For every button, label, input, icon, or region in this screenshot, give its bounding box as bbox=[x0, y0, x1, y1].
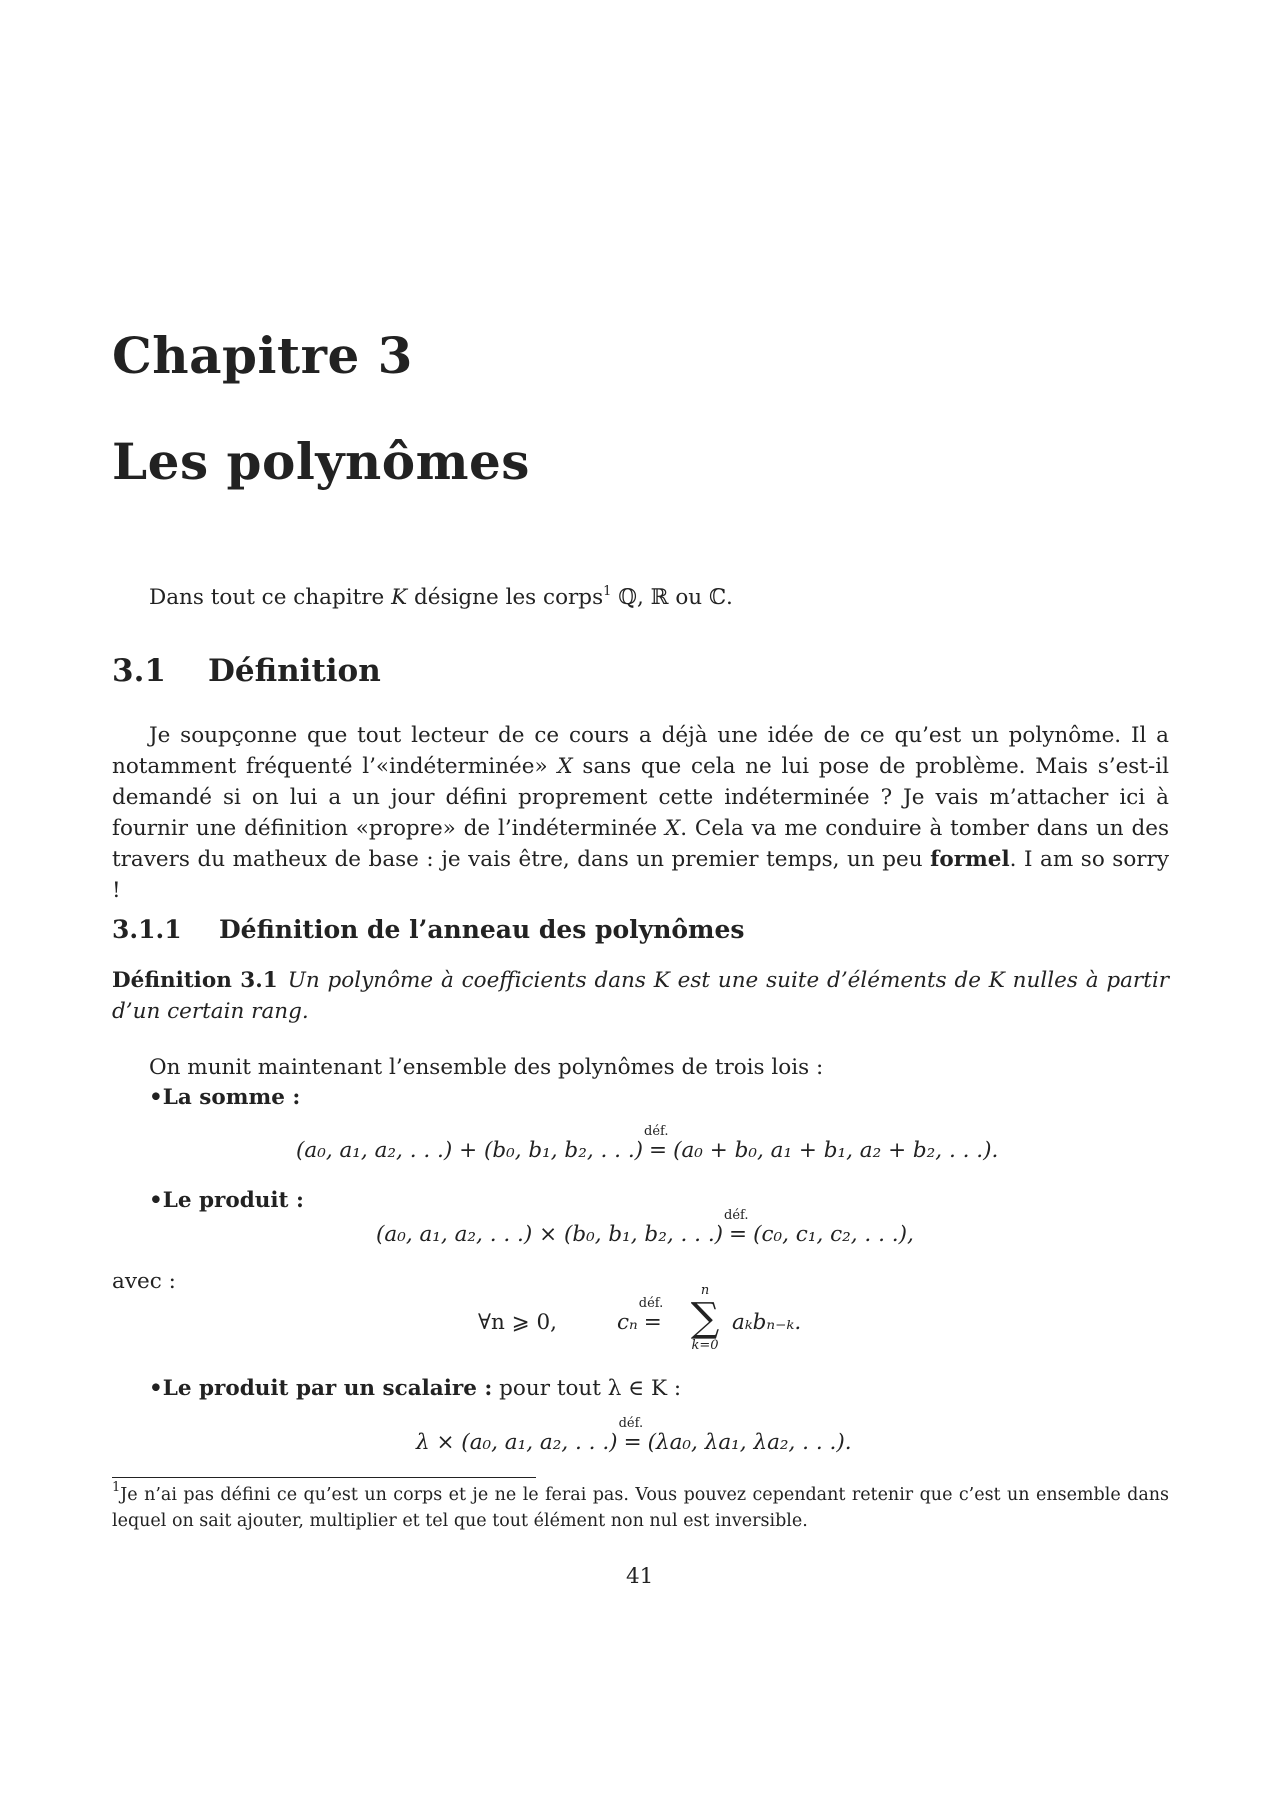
laws-intro: On munit maintenant l’ensemble des polynômes de trois lois : bbox=[149, 1055, 824, 1080]
sigma-icon: ∑ bbox=[690, 1295, 720, 1341]
definition-label: Définition 3.1 bbox=[112, 968, 278, 993]
subsection-title: Définition de l’anneau des polynômes bbox=[219, 915, 745, 944]
paragraph-part-4: . I am so sorry ! bbox=[112, 847, 1169, 903]
cn-term-text: aₖbₙ₋ₖ. bbox=[732, 1310, 802, 1335]
intro-text-mid: désigne les corps bbox=[407, 585, 604, 610]
avec-label: avec : bbox=[112, 1269, 176, 1294]
paragraph-part-1: Je soupçonne que tout lecteur de ce cours a déjà une idée de ce qu’est un polynôme. Il a notamment fréquenté l’«indéterminée» bbox=[112, 723, 1169, 779]
footnote-ref[interactable]: 1 bbox=[603, 584, 612, 599]
footnote-rule bbox=[112, 1477, 536, 1478]
bold-word: formel bbox=[930, 847, 1010, 872]
scalar-label: •Le produit par un scalaire : bbox=[149, 1376, 493, 1401]
scalar-product-line bbox=[149, 1373, 681, 1404]
def-equals bbox=[644, 1124, 669, 1163]
sum-label: •La somme : bbox=[149, 1085, 301, 1110]
page-number: 41 bbox=[626, 1564, 654, 1589]
intro-paragraph bbox=[149, 582, 733, 613]
def-symbol: déf. bbox=[724, 1208, 749, 1223]
cn-quantifier: ∀n ⩾ 0, bbox=[478, 1310, 558, 1335]
def-equals bbox=[724, 1208, 749, 1247]
section-3-1-paragraph bbox=[112, 720, 1169, 906]
footnote-text: Je n’ai pas défini ce qu’est un corps et je ne le ferai pas. Vous pouvez cependant retenir que c’est un ensemble dans lequel on sait ajouter, multiplier et tel que tout élément non nul est inversible. bbox=[112, 1485, 1169, 1531]
footnote-mark: 1 bbox=[112, 1480, 121, 1495]
subsection-number: 3.1.1 bbox=[112, 915, 182, 944]
intro-text-before: Dans tout ce chapitre bbox=[149, 585, 392, 610]
footnote bbox=[112, 1482, 1169, 1534]
sum-lower-bound: k=0 bbox=[691, 1338, 719, 1353]
section-number: 3.1 bbox=[112, 653, 166, 689]
scalar-equation bbox=[416, 1416, 852, 1455]
subsection-heading-3-1-1 bbox=[112, 915, 745, 944]
definition-text: Un polynôme à coefficients dans K est une suite d’éléments de K nulles à partir d’un certain rang. bbox=[112, 968, 1169, 1024]
paragraph-part-2: sans que cela ne lui pose de problème. Mais s’est-il demandé si on lui a un jour défini proprement cette indéterminée ? Je vais m’attacher ici à fournir une définition «propre» de l’indéterminée bbox=[112, 754, 1169, 841]
def-symbol: déf. bbox=[638, 1296, 664, 1311]
definition-3-1 bbox=[112, 965, 1169, 1027]
cn-lhs: cₙ bbox=[617, 1310, 638, 1335]
equals-sign: = bbox=[643, 1310, 662, 1335]
equals-sign: = bbox=[729, 1222, 748, 1247]
product-label: •Le produit : bbox=[149, 1188, 304, 1213]
scalar-eq-rhs: (λa₀, λa₁, λa₂, . . .). bbox=[647, 1430, 852, 1455]
def-equals bbox=[638, 1296, 664, 1335]
chapter-label: Chapitre 3 bbox=[112, 326, 413, 385]
product-equation bbox=[376, 1208, 914, 1247]
def-equals bbox=[618, 1416, 644, 1455]
def-symbol: déf. bbox=[644, 1124, 669, 1139]
intro-sets: ℚ, ℝ ou ℂ. bbox=[611, 585, 733, 610]
sum-equation bbox=[296, 1124, 999, 1163]
sum-eq-rhs: (a₀ + b₀, a₁ + b₁, a₂ + b₂, . . .). bbox=[673, 1138, 999, 1163]
chapter-title: Les polynômes bbox=[112, 432, 530, 491]
product-eq-rhs: (c₀, c₁, c₂, . . .), bbox=[753, 1222, 914, 1247]
equals-sign: = bbox=[649, 1138, 668, 1163]
scalar-eq-lhs: λ × (a₀, a₁, a₂, . . .) bbox=[416, 1430, 618, 1455]
cn-term bbox=[732, 1310, 801, 1335]
def-symbol: déf. bbox=[618, 1416, 644, 1431]
var-x: X bbox=[664, 816, 681, 841]
var-k: K bbox=[391, 585, 408, 610]
cn-definition bbox=[617, 1296, 668, 1335]
var-x: X bbox=[557, 754, 573, 779]
summation-symbol bbox=[683, 1284, 727, 1354]
scalar-text: pour tout λ ∈ K : bbox=[492, 1376, 682, 1401]
product-eq-lhs: (a₀, a₁, a₂, . . .) × (b₀, b₁, b₂, . . .) bbox=[376, 1222, 724, 1247]
section-heading-3-1 bbox=[112, 653, 381, 689]
section-title: Définition bbox=[208, 653, 381, 689]
sum-upper-bound: n bbox=[700, 1283, 710, 1298]
paragraph-part-3: . Cela va me conduire à tomber dans un des travers du matheux de base : je vais être, dans un premier temps, un peu bbox=[112, 816, 1169, 872]
sum-eq-lhs: (a₀, a₁, a₂, . . .) + (b₀, b₁, b₂, . . .) bbox=[296, 1138, 644, 1163]
equals-sign: = bbox=[623, 1430, 642, 1455]
